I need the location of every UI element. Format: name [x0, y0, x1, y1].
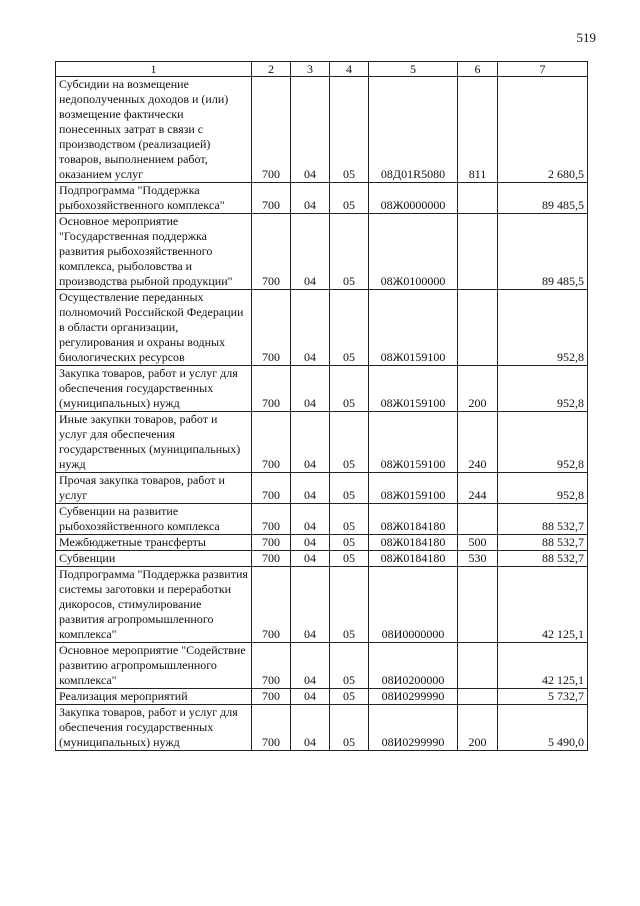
row-col-4: 05 — [330, 183, 369, 214]
table-row — [56, 366, 588, 412]
row-col-6: 500 — [458, 535, 498, 551]
row-col-2: 700 — [252, 705, 291, 751]
row-col-3: 04 — [291, 366, 330, 412]
row-col-6: 244 — [458, 473, 498, 504]
row-col-5: 08И0299990 — [369, 705, 458, 751]
row-col-5: 08И0000000 — [369, 567, 458, 643]
row-col-5: 08Ж0159100 — [369, 473, 458, 504]
header-row — [56, 62, 588, 77]
row-amount: 2 680,5 — [498, 77, 588, 183]
row-col-5: 08Ж0184180 — [369, 535, 458, 551]
row-name: Осуществление переданных полномочий Российской Федерации в области организации, регулирования и охраны водных биологических ресурсов — [56, 290, 252, 366]
table-row — [56, 214, 588, 290]
row-col-6 — [458, 504, 498, 535]
row-amount: 5 490,0 — [498, 705, 588, 751]
row-col-3: 04 — [291, 551, 330, 567]
row-name: Основное мероприятие "Содействие развитию агропромышленного комплекса" — [56, 643, 252, 689]
row-col-3: 04 — [291, 705, 330, 751]
row-name: Закупка товаров, работ и услуг для обеспечения государственных (муниципальных) нужд — [56, 366, 252, 412]
row-col-6: 200 — [458, 366, 498, 412]
row-col-5: 08Ж0184180 — [369, 504, 458, 535]
row-col-2: 700 — [252, 551, 291, 567]
row-col-2: 700 — [252, 567, 291, 643]
row-col-6: 811 — [458, 77, 498, 183]
table-row — [56, 643, 588, 689]
row-col-4: 05 — [330, 412, 369, 473]
row-col-6: 530 — [458, 551, 498, 567]
row-col-3: 04 — [291, 689, 330, 705]
row-col-3: 04 — [291, 643, 330, 689]
header-col-1: 1 — [56, 62, 252, 77]
header-col-6: 6 — [458, 62, 498, 77]
row-name: Подпрограмма "Поддержка развития системы заготовки и переработки дикоросов, стимулирование развития агропромышленного комплекса" — [56, 567, 252, 643]
row-col-5: 08Ж0159100 — [369, 412, 458, 473]
row-col-4: 05 — [330, 705, 369, 751]
row-col-3: 04 — [291, 214, 330, 290]
row-col-4: 05 — [330, 366, 369, 412]
row-amount: 952,8 — [498, 473, 588, 504]
row-amount: 952,8 — [498, 366, 588, 412]
table-row — [56, 689, 588, 705]
row-amount: 89 485,5 — [498, 214, 588, 290]
row-col-6: 240 — [458, 412, 498, 473]
row-col-2: 700 — [252, 214, 291, 290]
row-col-3: 04 — [291, 504, 330, 535]
row-name: Иные закупки товаров, работ и услуг для обеспечения государственных (муниципальных) нужд — [56, 412, 252, 473]
row-col-3: 04 — [291, 473, 330, 504]
row-col-5: 08Д01R5080 — [369, 77, 458, 183]
table-row — [56, 412, 588, 473]
row-col-3: 04 — [291, 77, 330, 183]
row-col-4: 05 — [330, 77, 369, 183]
row-col-5: 08Ж0000000 — [369, 183, 458, 214]
row-col-2: 700 — [252, 77, 291, 183]
table-row — [56, 77, 588, 183]
row-col-2: 700 — [252, 290, 291, 366]
row-col-4: 05 — [330, 214, 369, 290]
row-col-2: 700 — [252, 473, 291, 504]
row-col-4: 05 — [330, 535, 369, 551]
row-col-6 — [458, 689, 498, 705]
row-col-6 — [458, 567, 498, 643]
row-col-3: 04 — [291, 412, 330, 473]
row-col-6 — [458, 214, 498, 290]
row-col-3: 04 — [291, 535, 330, 551]
row-col-5: 08Ж0184180 — [369, 551, 458, 567]
row-col-6 — [458, 183, 498, 214]
table-row — [56, 705, 588, 751]
row-col-4: 05 — [330, 551, 369, 567]
row-name: Закупка товаров, работ и услуг для обеспечения государственных (муниципальных) нужд — [56, 705, 252, 751]
table-row — [56, 535, 588, 551]
row-col-3: 04 — [291, 567, 330, 643]
row-amount: 88 532,7 — [498, 551, 588, 567]
row-amount: 88 532,7 — [498, 504, 588, 535]
header-col-7: 7 — [498, 62, 588, 77]
table-row — [56, 473, 588, 504]
row-col-2: 700 — [252, 366, 291, 412]
row-col-4: 05 — [330, 567, 369, 643]
table-row — [56, 290, 588, 366]
table-row — [56, 183, 588, 214]
row-amount: 88 532,7 — [498, 535, 588, 551]
row-name: Субвенции — [56, 551, 252, 567]
table-row — [56, 567, 588, 643]
header-col-2: 2 — [252, 62, 291, 77]
row-name: Прочая закупка товаров, работ и услуг — [56, 473, 252, 504]
row-col-4: 05 — [330, 473, 369, 504]
row-col-6 — [458, 643, 498, 689]
header-col-5: 5 — [369, 62, 458, 77]
row-col-2: 700 — [252, 535, 291, 551]
row-amount: 5 732,7 — [498, 689, 588, 705]
row-col-2: 700 — [252, 412, 291, 473]
row-name: Подпрограмма "Поддержка рыбохозяйственного комплекса" — [56, 183, 252, 214]
row-amount: 952,8 — [498, 412, 588, 473]
row-col-5: 08Ж0159100 — [369, 366, 458, 412]
row-col-2: 700 — [252, 689, 291, 705]
budget-table — [55, 61, 588, 751]
row-amount: 89 485,5 — [498, 183, 588, 214]
row-amount: 42 125,1 — [498, 567, 588, 643]
row-col-3: 04 — [291, 183, 330, 214]
row-col-5: 08И0200000 — [369, 643, 458, 689]
row-name: Основное мероприятие "Государственная поддержка развития рыбохозяйственного комплекса, рыболовства и производства рыбной продукции" — [56, 214, 252, 290]
row-col-5: 08Ж0100000 — [369, 214, 458, 290]
row-col-4: 05 — [330, 290, 369, 366]
row-col-5: 08И0299990 — [369, 689, 458, 705]
row-col-6 — [458, 290, 498, 366]
row-name: Межбюджетные трансферты — [56, 535, 252, 551]
table-row — [56, 504, 588, 535]
row-col-5: 08Ж0159100 — [369, 290, 458, 366]
row-col-2: 700 — [252, 183, 291, 214]
row-amount: 952,8 — [498, 290, 588, 366]
row-col-2: 700 — [252, 643, 291, 689]
row-col-4: 05 — [330, 643, 369, 689]
row-col-4: 05 — [330, 689, 369, 705]
row-col-6: 200 — [458, 705, 498, 751]
row-col-4: 05 — [330, 504, 369, 535]
row-name: Реализация мероприятий — [56, 689, 252, 705]
page-number: 519 — [576, 30, 596, 45]
table-row — [56, 551, 588, 567]
row-col-2: 700 — [252, 504, 291, 535]
row-amount: 42 125,1 — [498, 643, 588, 689]
header-col-4: 4 — [330, 62, 369, 77]
row-name: Субсидии на возмещение недополученных доходов и (или) возмещение фактически понесенных затрат в связи с производством (реализацией) товаров, выполнением работ, оказанием услуг — [56, 77, 252, 183]
row-name: Субвенции на развитие рыбохозяйственного комплекса — [56, 504, 252, 535]
header-col-3: 3 — [291, 62, 330, 77]
row-col-3: 04 — [291, 290, 330, 366]
